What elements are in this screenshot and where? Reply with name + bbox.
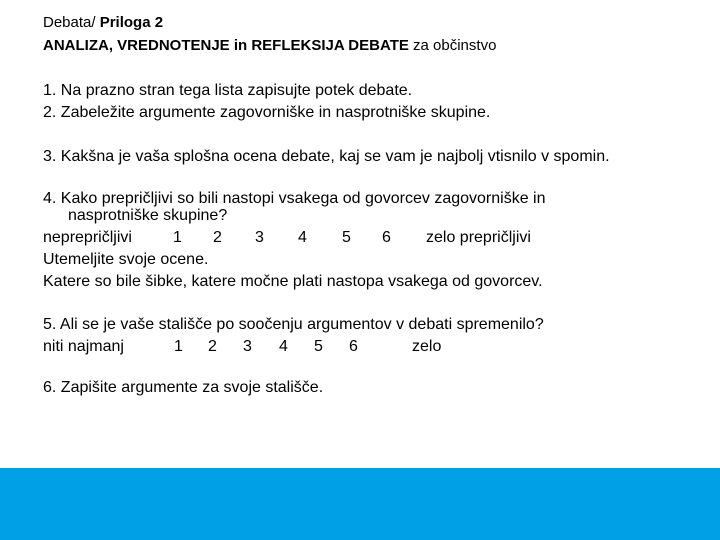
header-label-bold: Priloga 2 (99, 14, 164, 31)
item-4-instruction: Utemeljite svoje ocene. (43, 251, 209, 268)
item-5-question: 5. Ali se je vaše stališče po soočenju argumentov v debati spremenilo? (43, 316, 544, 333)
scale-value-5: 5 (342, 229, 351, 246)
scale-value-6: 6 (382, 229, 391, 246)
page-title-bold: ANALIZA, VREDNOTENJE in REFLEKSIJA DEBATE (43, 37, 409, 54)
page-title (43, 37, 496, 54)
scale-value-6: 6 (349, 338, 358, 355)
page-title-suffix: za občinstvo (413, 37, 497, 54)
scale-right-label: zelo (412, 338, 442, 355)
scale-left-label: neprepričljivi (43, 229, 132, 246)
scale-value-1: 1 (173, 229, 182, 246)
item-1: 1. Na prazno stran tega lista zapisujte potek debate. (43, 82, 413, 99)
item-4-scale (43, 229, 683, 249)
item-6: 6. Zapišite argumente za svoje stališče. (43, 379, 324, 396)
scale-left-label: niti najmanj (43, 338, 124, 355)
scale-value-1: 1 (174, 338, 183, 355)
item-4-question-cont: nasprotniške skupine? (68, 207, 228, 224)
header-label (43, 14, 163, 31)
scale-value-4: 4 (279, 338, 288, 355)
scale-value-3: 3 (255, 229, 264, 246)
item-4-question: 4. Kako prepričljivi so bili nastopi vsakega od govorcev zagovorniške in (43, 190, 546, 207)
item-3: 3. Kakšna je vaša splošna ocena debate, kaj se vam je najbolj vtisnilo v spomin. (43, 148, 610, 165)
scale-value-4: 4 (298, 229, 307, 246)
item-2: 2. Zabeležite argumente zagovorniške in nasprotniške skupine. (43, 104, 491, 121)
scale-value-2: 2 (208, 338, 217, 355)
scale-value-2: 2 (213, 229, 222, 246)
scale-right-label: zelo prepričljivi (426, 229, 531, 246)
header-label-prefix: Debata/ (43, 14, 96, 31)
footer-band (0, 468, 720, 540)
scale-value-3: 3 (243, 338, 252, 355)
item-4-question-strengths: Katere so bile šibke, katere močne plati nastopa vsakega od govorcev. (43, 273, 543, 290)
item-5-scale (43, 338, 683, 358)
scale-value-5: 5 (314, 338, 323, 355)
